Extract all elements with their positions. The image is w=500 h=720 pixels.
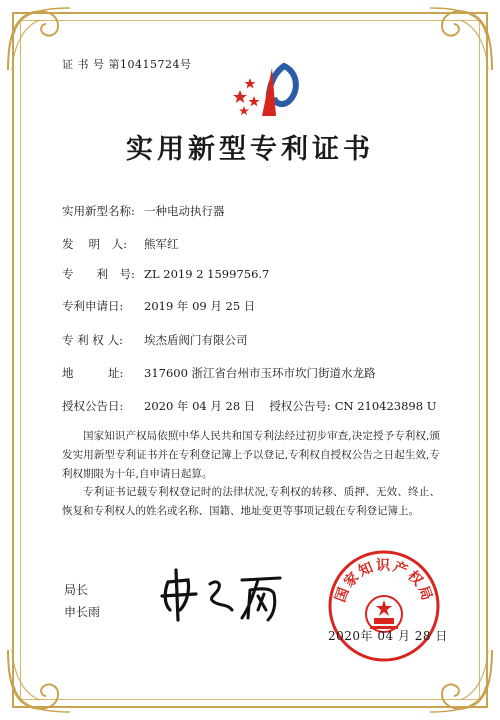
grant-date-label: 授权公告日: — [62, 399, 124, 413]
grant-number-value: CN 210423898 U — [334, 399, 437, 413]
patent-number-row — [62, 266, 269, 282]
inventor-value: 熊军红 — [144, 237, 179, 251]
official-seal — [326, 548, 442, 664]
inventor-row — [62, 236, 179, 252]
utility-name-label: 实用新型名称: — [62, 204, 135, 218]
certificate-paragraph-2: 专利证书记载专利权登记时的法律状况,专利权的转移、质押、无效、终止、恢复和专利权人的姓名或名称、国籍、地址变更等事项记载在专利登记簿上。 — [62, 486, 440, 517]
certificate-paragraph-1: 国家知识产权局依照中华人民共和国专利法经过初步审查,决定授予专利权,颁发实用新型专利证书并在专利登记簿上予以登记,专利权自授权公告之日起生效,专利权期限为十年,自申请日起算。 — [62, 430, 440, 480]
signatory-name: 申长雨 — [64, 605, 101, 619]
filing-date-label: 专利申请日: — [62, 299, 124, 313]
patentee-label: 专 利 权 人: — [62, 333, 123, 347]
address-row — [62, 365, 376, 381]
address-label: 地 址: — [62, 366, 124, 380]
utility-name-row — [62, 203, 225, 219]
patent-number-value: ZL 2019 2 1599756.7 — [144, 267, 270, 281]
address-value: 317600 浙江省台州市玉环市坎门街道水龙路 — [144, 366, 376, 380]
ornament-corner-bottom-left — [4, 646, 74, 716]
filing-date-row — [62, 298, 255, 314]
inventor-label: 发 明 人: — [62, 237, 128, 251]
grant-number-label: 授权公告号: — [269, 399, 331, 413]
grant-date-value: 2020 年 04 月 28 日 — [144, 399, 256, 413]
filing-date-value: 2019 年 09 月 25 日 — [144, 299, 256, 313]
signatory-title: 局长 — [64, 583, 89, 597]
seal-text: 国家知识产权局 — [332, 558, 436, 605]
ornament-corner-top-right — [426, 4, 496, 74]
issue-date-overlay: 2020年 04 月 28 日 — [328, 629, 448, 643]
cnipa-logo-icon — [226, 62, 302, 118]
handwritten-signature — [158, 566, 284, 624]
certificate-number: 证 书 号 第10415724号 — [62, 58, 192, 71]
patentee-value: 埃杰盾阀门有限公司 — [144, 333, 248, 347]
grant-row — [62, 398, 436, 414]
patentee-row — [62, 332, 248, 348]
certificate-title: 实用新型专利证书 — [126, 134, 374, 165]
utility-name-value: 一种电动执行器 — [144, 204, 225, 218]
patent-number-label: 专 利 号: — [62, 267, 135, 281]
